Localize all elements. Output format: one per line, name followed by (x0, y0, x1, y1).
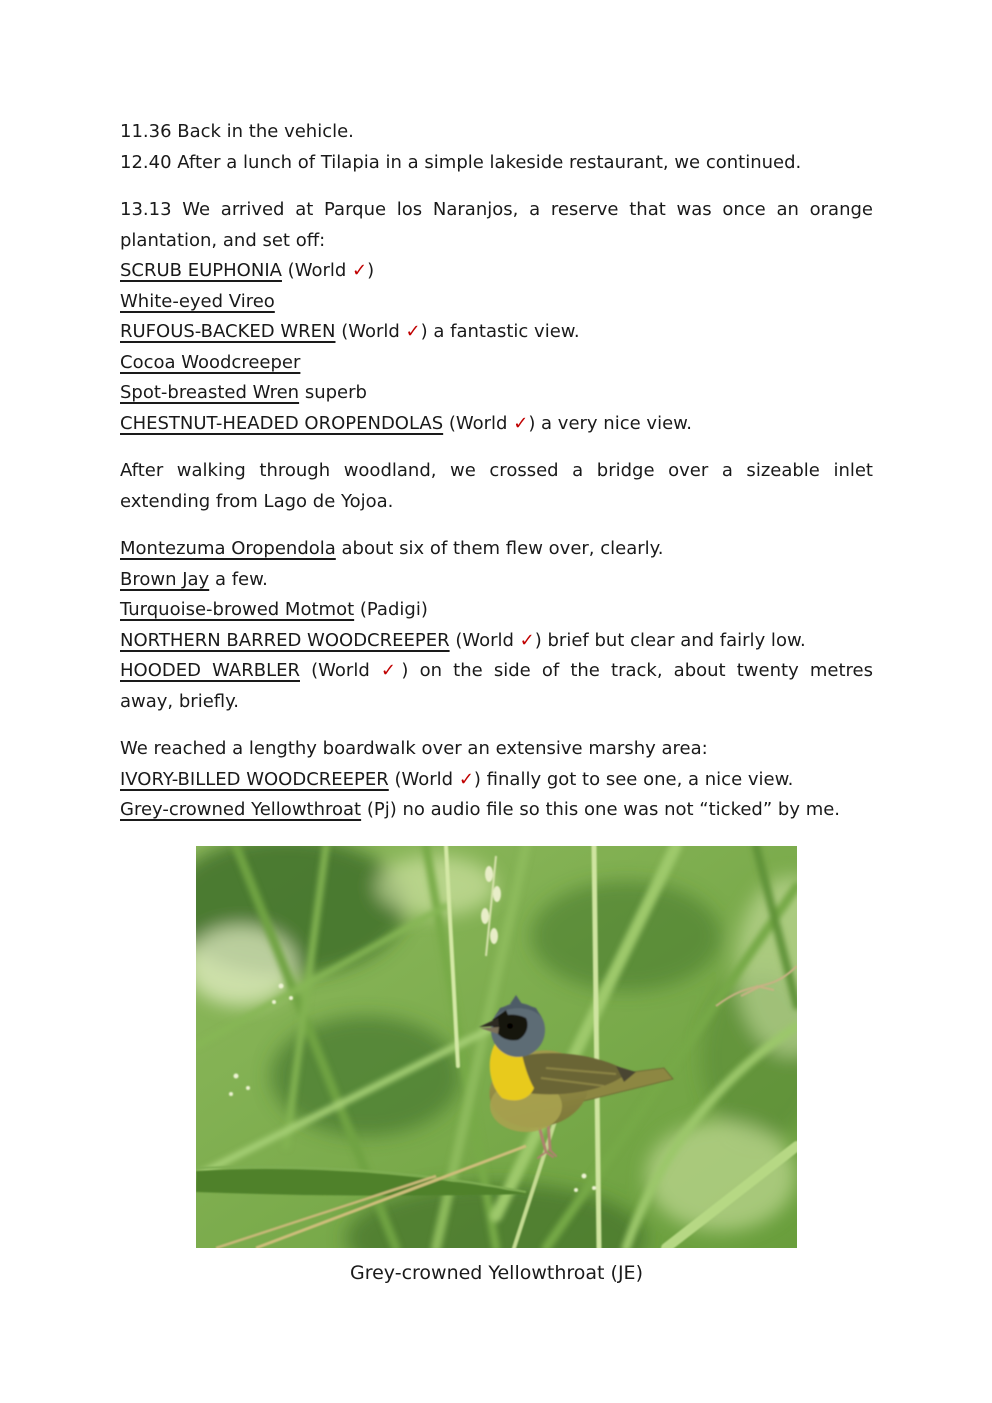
world-label: (World (281, 260, 353, 281)
report-line (120, 734, 873, 765)
bridge-paragraph (120, 456, 873, 517)
species-line-grey-crowned-yellowthroat (120, 795, 873, 826)
report-line (120, 148, 873, 179)
species-note: ) finally got to see one, a nice view. (473, 768, 794, 790)
species-line-white-eyed-vireo (120, 287, 873, 318)
species-note: ) (367, 260, 375, 281)
species-line-spot-breasted-wren (120, 378, 873, 409)
species-note: superb (299, 382, 367, 403)
species-name: Turquoise-browed Motmot (120, 599, 355, 620)
boardwalk-paragraph (120, 734, 873, 826)
species-note: (Padigi) (354, 599, 428, 620)
species-name: Cocoa Woodcreeper (120, 351, 301, 373)
species-name: CHESTNUT-HEADED OROPENDOLAS (120, 412, 444, 434)
species-line-northern-barred-woodcreeper (120, 626, 873, 657)
world-label: (World (449, 629, 520, 651)
report-line (120, 456, 873, 487)
species-line-rufous-backed-wren (120, 317, 873, 348)
species-line-montezuma-oropendola (120, 534, 873, 565)
world-label: (World (300, 660, 381, 681)
check-icon: ✓ (513, 412, 529, 434)
species-name: HOODED WARBLER (120, 660, 300, 681)
check-icon: ✓ (458, 768, 474, 790)
check-icon: ✓ (352, 260, 368, 281)
species-line-cocoa-woodcreeper (120, 348, 873, 379)
species-name: Grey-crowned Yellowthroat (120, 799, 362, 820)
report-line (120, 487, 873, 518)
photo-section (120, 846, 873, 1286)
report-line (120, 687, 873, 718)
species-name: NORTHERN BARRED WOODCREEPER (120, 629, 450, 651)
bird-photo-illustration (196, 846, 797, 1248)
species-name: Brown Jay (120, 568, 210, 590)
species-note-continuation: away, briefly. (120, 690, 239, 712)
species-note: (Pj) no audio file so this one was not “ticked” by me. (361, 799, 841, 820)
species-line-brown-jay (120, 565, 873, 596)
species-name: SCRUB EUPHONIA (120, 260, 282, 281)
species-note: ) brief but clear and fairly low. (534, 629, 806, 651)
check-icon: ✓ (519, 629, 535, 651)
bridge-text: After walking through woodland, we crossed a bridge over a sizeable inlet (120, 460, 873, 481)
species-name: RUFOUS-BACKED WREN (120, 321, 336, 342)
species-note: ) on the side of the track, about twenty metres (401, 660, 873, 681)
photo-caption: Grey-crowned Yellowthroat (JE) (350, 1261, 643, 1284)
world-label: (World (443, 412, 514, 434)
time-log-paragraph (120, 117, 873, 178)
species-line-chestnut-headed-oropendolas (120, 409, 873, 440)
log-entry: 12.40 After a lunch of Tilapia in a simple lakeside restaurant, we continued. (120, 151, 802, 173)
world-label: (World (388, 768, 459, 790)
species-line-hooded-warbler (120, 656, 873, 687)
bridge-text: extending from Lago de Yojoa. (120, 490, 394, 512)
report-line (120, 117, 873, 148)
check-icon: ✓ (380, 660, 402, 681)
log-entry: 11.36 Back in the vehicle. (120, 121, 354, 142)
species-note: ) a fantastic view. (420, 321, 580, 342)
boardwalk-intro: We reached a lengthy boardwalk over an extensive marshy area: (120, 738, 708, 759)
species-note: a few. (209, 568, 268, 590)
species-line-turquoise-browed-motmot (120, 595, 873, 626)
species-line-ivory-billed-woodcreeper (120, 765, 873, 796)
species-note: about six of them flew over, clearly. (335, 538, 664, 559)
species-note: ) a very nice view. (528, 412, 692, 434)
species-name: Montezuma Oropendola (120, 538, 336, 559)
bird-eye (507, 1023, 513, 1029)
world-label: (World (335, 321, 406, 342)
species-name: IVORY-BILLED WOODCREEPER (120, 768, 389, 790)
naranjos-paragraph (120, 195, 873, 439)
bridge-sightings-paragraph (120, 534, 873, 717)
report-line (120, 195, 873, 226)
arrival-text: plantation, and set off: (120, 229, 326, 251)
species-line-scrub-euphonia (120, 256, 873, 287)
species-name: Spot-breasted Wren (120, 382, 300, 403)
check-icon: ✓ (405, 321, 421, 342)
arrival-text: 13.13 We arrived at Parque los Naranjos, a reserve that was once an orange (120, 199, 873, 220)
species-name: White-eyed Vireo (120, 290, 275, 312)
trip-photo (196, 846, 797, 1248)
report-line (120, 226, 873, 257)
